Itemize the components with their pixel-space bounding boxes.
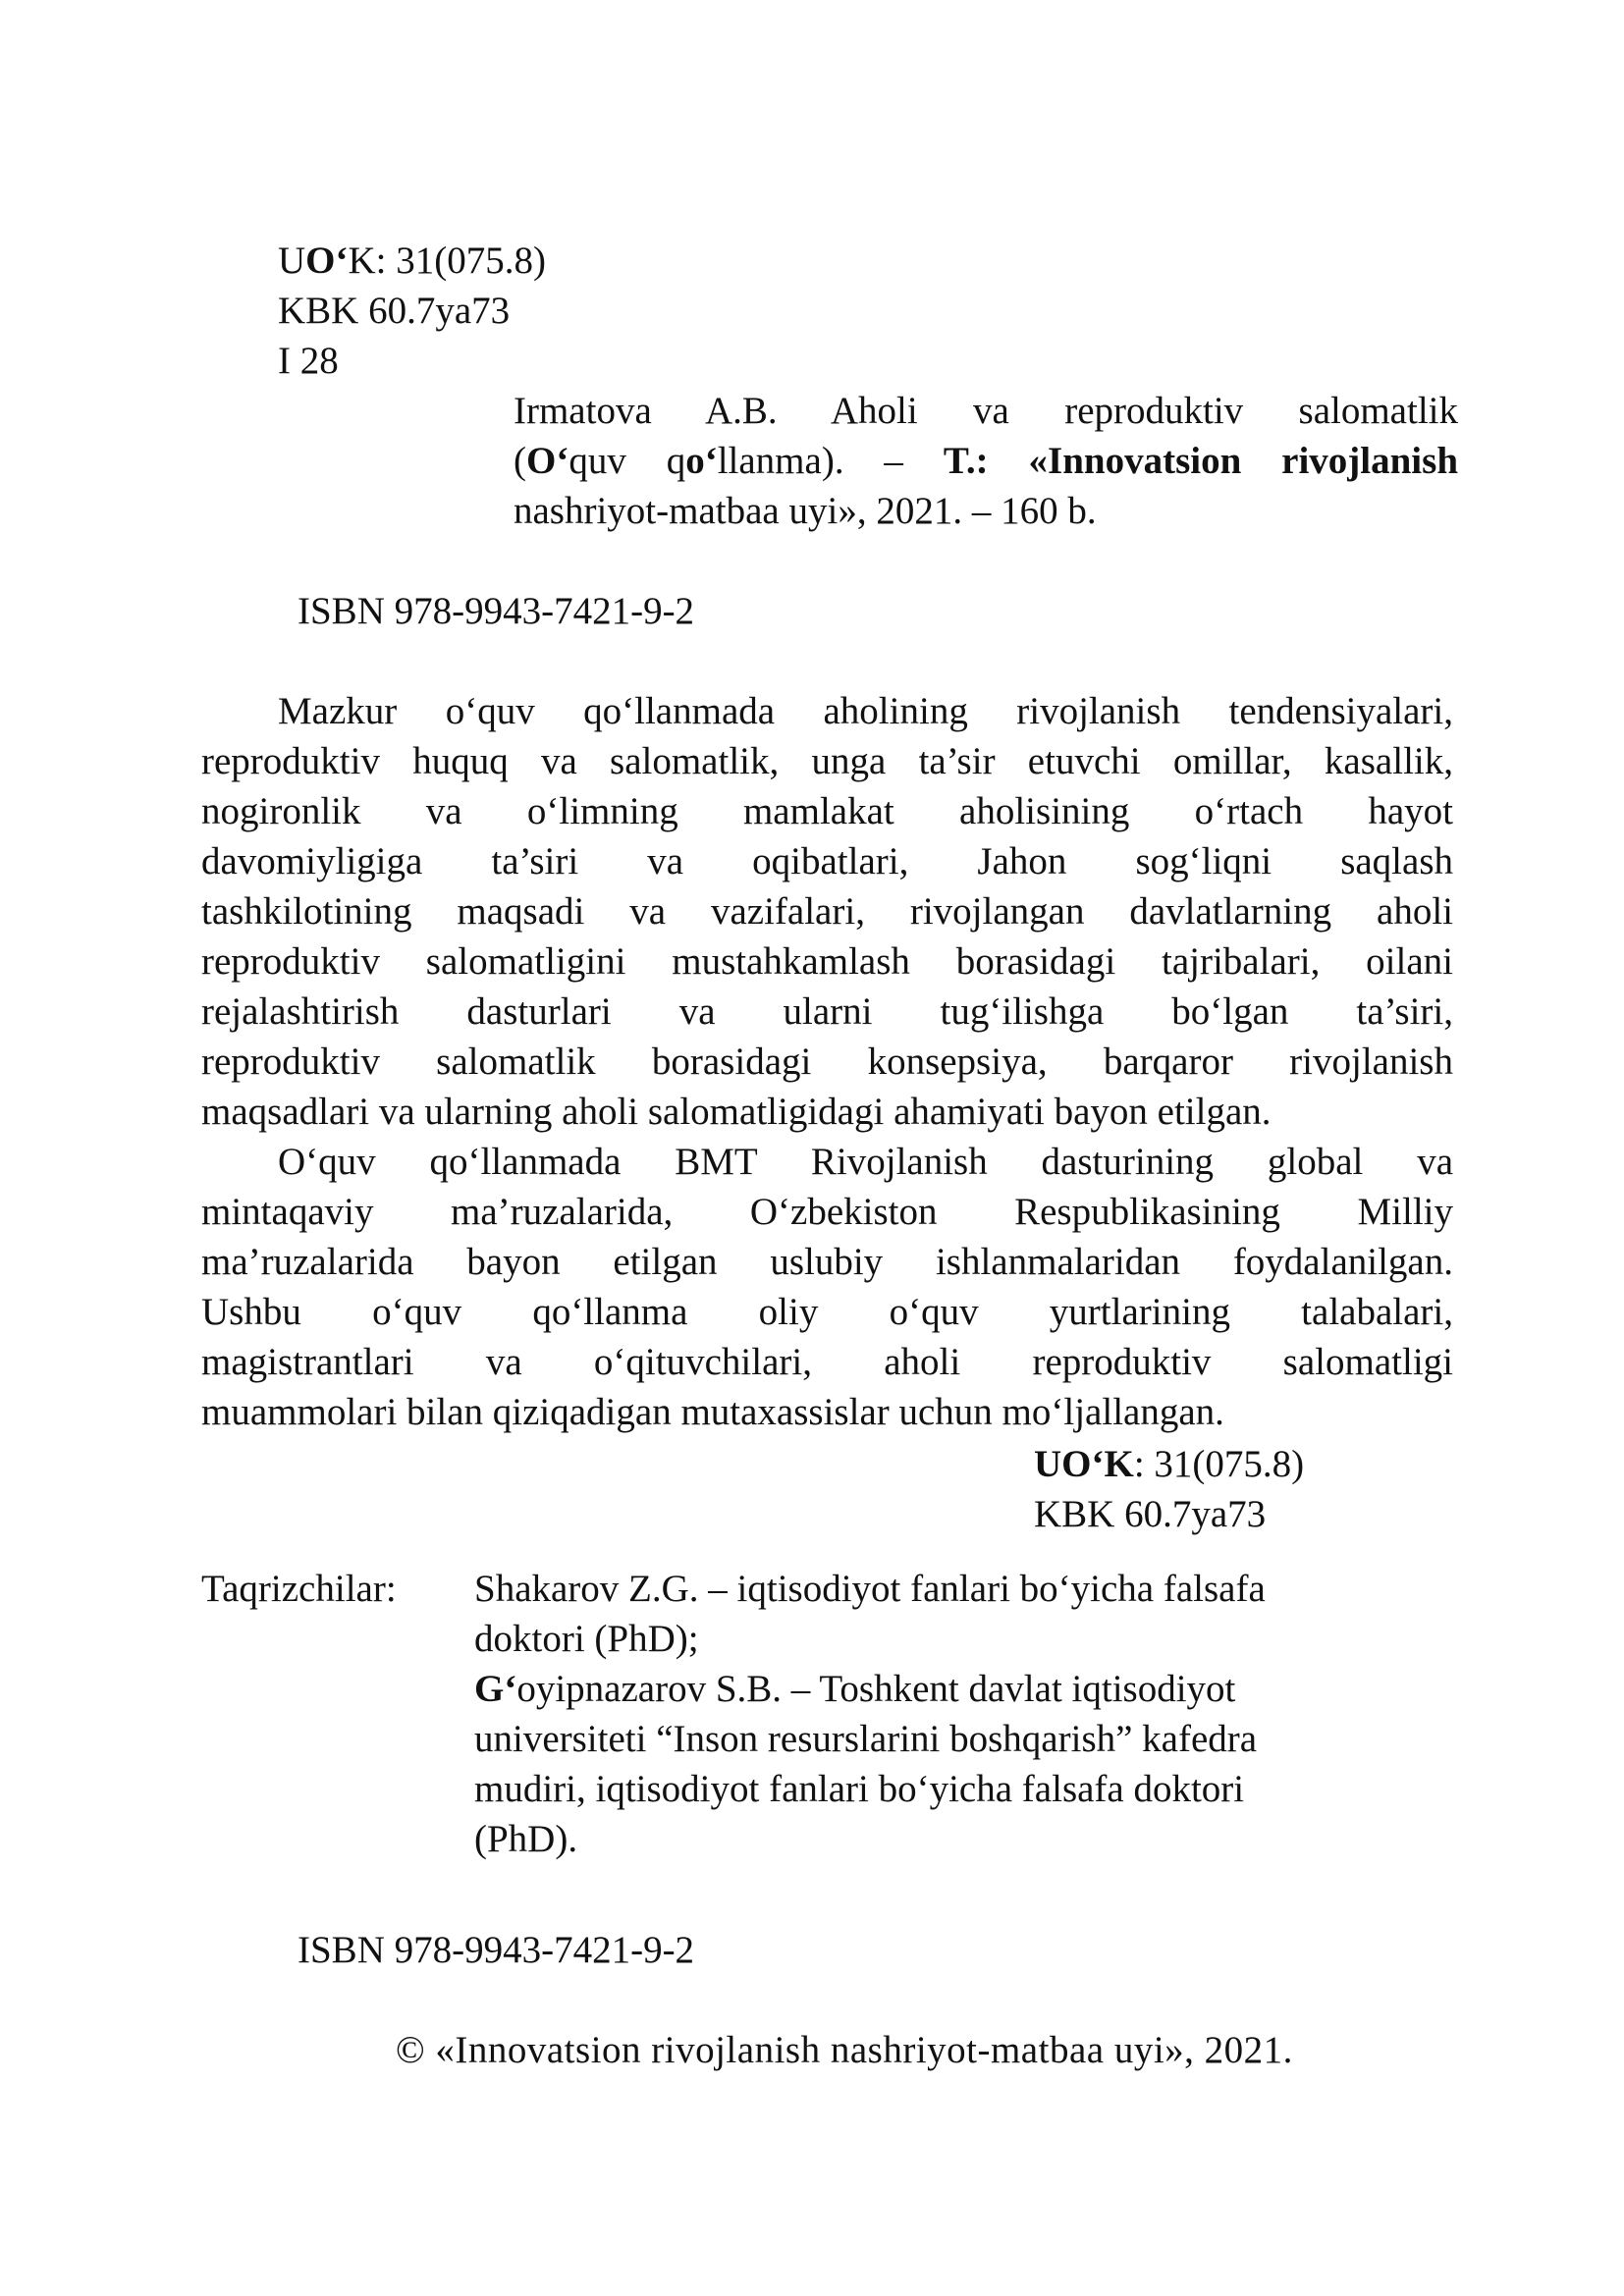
copyright-notice: © «Innovatsion rivojlanish nashriyot-matbaa uyi», 2021.: [396, 2029, 1293, 2071]
classification-block-top: [278, 236, 546, 386]
abstract-line: O‘quv qo‘llanmada BMT Rivojlanish dasturining global va: [278, 1141, 1453, 1183]
abstract: [201, 686, 1453, 1437]
uok-code: [278, 236, 546, 286]
citation-text-2: llanma). –: [717, 440, 944, 482]
abstract-line: Ushbu o‘quv qo‘llanma oliy o‘quv yurtlarining talabalari,: [201, 1291, 1453, 1333]
abstract-line: reproduktiv huquq va salomatlik, unga ta’sir etuvchi omillar, kasallik,: [201, 740, 1453, 782]
reviewers-label: Taqrizchilar:: [201, 1568, 397, 1610]
uok-rest: K: 31(075.8): [348, 240, 546, 282]
uok-prefix: U: [278, 240, 306, 282]
abstract-paragraph-1: [201, 686, 1453, 1137]
reviewer-2-text: oyipnazarov S.B. – Toshkent davlat iqtisodiyot: [516, 1668, 1236, 1710]
citation-bold-o2: o‘: [685, 440, 718, 482]
reviewers-list: [474, 1564, 1417, 1864]
citation-line-2: [514, 436, 1458, 486]
abstract-paragraph-2: [201, 1137, 1453, 1437]
uok-code-bottom: [1034, 1439, 1304, 1489]
reviewer-2-line-4: (PhD).: [474, 1818, 578, 1860]
citation-line-1: Irmatova A.B. Aholi va reproduktiv salomatlik: [514, 390, 1458, 432]
uok-bold-bottom: UO‘K: [1034, 1443, 1134, 1485]
abstract-line: Mazkur o‘quv qo‘llanmada aholining rivojlanish tendensiyalari,: [278, 690, 1453, 732]
classification-block-bottom: [1034, 1439, 1304, 1539]
kbk-code-bottom: KBK 60.7ya73: [1034, 1493, 1267, 1535]
abstract-line: ma’ruzalarida bayon etilgan uslubiy ishlanmalaridan foydalanilgan.: [201, 1241, 1453, 1283]
reviewer-2-line-1: [474, 1664, 1417, 1714]
uok-rest-bottom: : 31(075.8): [1133, 1443, 1305, 1485]
citation-text: quv q: [568, 440, 686, 482]
uok-bold: O‘: [305, 240, 349, 282]
abstract-line: reproduktiv salomatlik borasidagi konsepsiya, barqaror rivojlanish: [201, 1041, 1453, 1083]
reviewer-1-line-2: doktori (PhD);: [474, 1618, 699, 1660]
reviewer-2-line-2: universiteti “Inson resurslarini boshqarish” kafedra: [474, 1718, 1258, 1760]
isbn-top: ISBN 978-9943-7421-9-2: [298, 590, 695, 632]
abstract-line: rejalashtirish dasturlari va ularni tug‘ilishga bo‘lgan ta’siri,: [201, 990, 1453, 1033]
abstract-line: mintaqaviy ma’ruzalarida, O‘zbekiston Respublikasining Milliy: [201, 1191, 1453, 1233]
citation-line-3: nashriyot-matbaa uyi», 2021. – 160 b.: [514, 490, 1097, 532]
bibliographic-citation: [514, 386, 1458, 536]
abstract-line: magistrantlari va o‘qituvchilari, aholi reproduktiv salomatligi: [201, 1341, 1453, 1383]
abstract-line: tashkilotining maqsadi va vazifalari, rivojlangan davlatlarning aholi: [201, 890, 1453, 933]
abstract-line: reproduktiv salomatligini mustahkamlash borasidagi tajribalari, oilani: [201, 940, 1453, 983]
citation-publisher-bold: T.: «Innovatsion rivojlanish: [943, 440, 1459, 482]
abstract-line: muammolari bilan qiziqadigan mutaxassislar uchun mo‘ljallangan.: [201, 1391, 1224, 1433]
citation-bold-o: O‘: [526, 440, 569, 482]
abstract-line: nogironlik va o‘limning mamlakat aholisining o‘rtach hayot: [201, 790, 1453, 832]
isbn-bottom: ISBN 978-9943-7421-9-2: [298, 1929, 695, 1971]
citation-paren: (: [514, 440, 526, 482]
abstract-line: maqsadlari va ularning aholi salomatligidagi ahamiyati bayon etilgan.: [201, 1091, 1272, 1133]
reviewer-2-line-3: mudiri, iqtisodiyot fanlari bo‘yicha falsafa doktori: [474, 1768, 1245, 1810]
reviewer-1-line-1: Shakarov Z.G. – iqtisodiyot fanlari bo‘yicha falsafa: [474, 1568, 1266, 1610]
reviewer-2-bold-initial: G‘: [474, 1668, 517, 1710]
kbk-code: KBK 60.7ya73: [278, 290, 511, 332]
abstract-line: davomiyligiga ta’siri va oqibatlari, Jahon sog‘liqni saqlash: [201, 840, 1453, 882]
author-mark: I 28: [278, 340, 339, 382]
